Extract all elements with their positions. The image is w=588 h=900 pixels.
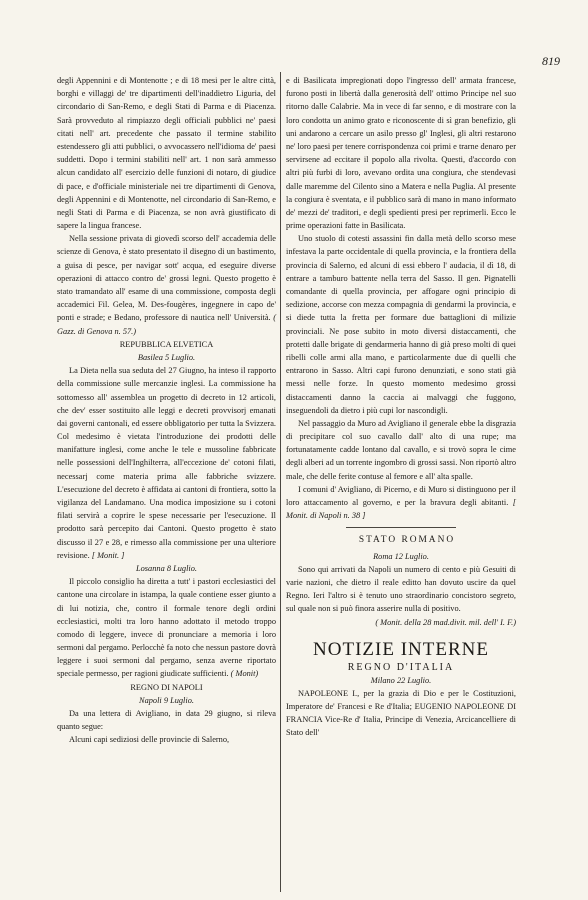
section-heading: REPUBBLICA ELVETICA <box>119 339 214 349</box>
subheading: REGNO D'ITALIA <box>347 661 455 673</box>
right-column <box>286 74 516 740</box>
source-citation: ( Gazz. di Genova n. 57.) <box>57 313 276 336</box>
paragraph: Nella sessione privata di giovedì scorso dell' accademia delle scienze di Genova, è stato presentato il disegno di un bastimento, a guisa di pesce, per navigar sott' acqua, ed eseguire diverse operazioni di attacco contro de' grossi legni. Questo progetto è stato tramandato all' esame di una commissione, composta degli accademici Fil. Gelea, M. Des-fougères, ingegnere in capo de' ponti e strade; e Bedano, professore di nautica nell' Università. ( Gazz. di Genova n. 57.) <box>57 234 276 336</box>
source-citation: ( Monit. della 28 mad.divit. mil. dell' I. F.) <box>375 617 516 627</box>
dateline: Milano 22 Luglio. <box>370 675 432 685</box>
paragraph: Sono qui arrivati da Napoli un numero di cento e più Gesuiti di varie nazioni, che dietro il reale editto han dovuto uscire da quel Regno. Ieri l'altro si è tenuto uno straordinario concistoro segreto, sul quale non si può finora asserire nulla di positivo. <box>286 564 516 614</box>
dateline: Losanna 8 Luglio. <box>136 563 197 573</box>
paragraph: Da una lettera di Avigliano, in data 29 giugno, si rileva quanto segue: <box>57 709 276 732</box>
column-rule <box>280 72 281 892</box>
paragraph: NAPOLEONE I., per la grazia di Dio e per le Costituzioni, Imperatore de' Francesi e Re d'Italia; EUGENIO NAPOLEONE DI FRANCIA Vice-Re d' Italia, Principe di Venezia, Arcicancelliere di Stato dell' <box>286 688 516 738</box>
source-citation: [ Monit. ] <box>91 550 125 560</box>
section-heading: REGNO DI NAPOLI <box>130 682 203 692</box>
paragraph: La Dieta nella sua seduta del 27 Giugno, ha inteso il rapporto della commissione sulle mercanzie inglesi. La commissione ha sottomesso all' assemblea un progetto di decreto in 12 articoli, che dev' esser sostituito alle leggi e decreti provvisorj emanati dai governi cantonali, ed essere obbligatorio per tutta la Svizzera. Col medesimo è vietata l'introduzione dei prodotti delle manifatture inglesi, come anche le tele e mussoline fabbricate nelle possessioni dell'Inghilterra, all'eccezione de' cotoni filati, necessarj come materia prima alle fabbriche svizzere. L'esecuzione del decreto è affidata ai cantoni di frontiera, sotto la vigilanza del Landamano. Una modica imposizione su i cotoni filati servirà a coprire le spese necessarie per l'esecuzione. Il prodotto sarà percepito dai Cantoni. Questo progetto è stato discusso il 27 e 28, e rimesso alla commissione per una ulteriore revisione. [ Monit. ] <box>57 366 276 560</box>
dateline: Basilea 5 Luglio. <box>137 352 196 362</box>
dateline: Roma 12 Luglio. <box>373 551 429 561</box>
paragraph: Nel passaggio da Muro ad Avigliano il generale ebbe la disgrazia di precipitare col suo cavallo dall' alto di una rupe; ma fortunatamente cadde lontano dal cavallo, e si trovò sopra le cime degli alberi ad un torrente ingombro di grossi sassi. Non riportò altro male, che delle ferite contuse al femore e all' alta spalle. <box>286 418 516 481</box>
major-heading: NOTIZIE INTERNE <box>313 638 489 660</box>
paragraph: Alcuni capi sediziosi delle provincie di Salerno, <box>69 735 230 745</box>
paragraph: I comuni d' Avigliano, di Picerno, e di Muro si distinguono per il loro attaccamento al governo, e per la bravura degli abitanti. [ Monit. di Napoli n. 38 ] <box>286 484 516 521</box>
paragraph: Il piccolo consiglio ha diretta a tutt' i pastori ecclesiastici del cantone una circolare in istampa, la quale contiene esser giunto a di lui notizia, che, contro il formale tenore degli ordini ecclesiastici, molti tra loro hanno adottato il metodo troppo comodo di leggere, invece di pronunciare a memoria i loro sermoni dal pergamo. Perlocchè fa noto che nessun pastore dovrà leggere i suoi sermoni dal pergamo, senza averne riportato speciale permesso, per ragioni giudicate sufficienti. ( Monit) <box>57 577 276 679</box>
page-number: 819 <box>542 54 560 68</box>
section-divider <box>346 527 456 528</box>
left-column <box>57 74 276 747</box>
dateline: Napoli 9 Luglio. <box>139 695 194 705</box>
paragraph: e di Basilicata impregionati dopo l'ingresso dell' armata francese, furono posti in libertà dalla generosità dell' ottimo Principe nel suo ritorno dalle Calabrie. Ma in vece di far senno, e di mostrare con la loro condotta un animo grato e riconoscente di sì gran benefizio, gli uni andarono a cercare un asilo presso gl' Inglesi, gli altri restarono ne' loro paesi per tenere corrispondenza coi primi e trarne denaro per servirsene ad eccitare il popolo alla rivolta. Questi, d'accordo con altri più furbi di loro, avevano ordita una congiura, che stendevasi dalle maremme del Cilento sino a Matera e nella Puglia. Al presente la congiura è sventata, e il pubblico sarà di mano in mano informato de' mezzi de' traditori, e degli spedienti presi per reprimerli. Ecco le prime operazioni fatte in Basilicata. <box>286 76 516 231</box>
source-citation: [ Monit. di Napoli n. 38 ] <box>286 498 516 521</box>
paragraph: Uno stuolo di cotesti assassini fin dalla metà dello scorso mese infestava la parte occidentale di quella provincia, e la frontiera della provincia di Salerno, ed alcuni di essi ebbero l' audacia, il dì 18, di entrare a tamburo battente nella terra del Sasso. Il gen. Pignatelli comandante di quella provincia, per affogare ogni principio di sedizione, accorse con mezza compagnia di gendarmi la provincia, e si diede tutta la fretta per formare due battaglioni di milizie provinciali. Ne pose subito in moto diversi distaccamenti, che protetti dalle brigate di gendarmeria hanno di già preso molti di quei ribelli colle armi alla mano, e particolarmente due di quelli che entrarono in Sasso. Altri capi furono denunziati, e sono stati già messi nelle forze. In questo momento medesimo grossi distaccamenti danno la caccia ai malvaggi che fuggono, inseguendoli da dietro i più cupi lor nascondigli. <box>286 234 516 415</box>
source-citation: ( Monit) <box>230 669 259 679</box>
section-heading: STATO ROMANO <box>358 535 456 546</box>
paragraph: degli Appennini e di Montenotte ; e di 18 mesi per le altre città, borghi e villaggi de' tre dipartimenti dell'inaddietro Liguria, del circondario di San-Remo, e degli Stati di Parma e di Piacenza. Sarà provveduto al rimpiazzo degli officiali pubblici ne' paesi citati nell' art. precedente che passato il termine stabilito estendessero gli atti pubblici, o avvocassero nell'idioma de' paesi suddetti. Dopo i termini stabiliti nell' art. 1 non sarà ammesso alcun candidato all' esercizio delle funzioni di notaro, di giudice di pace, e d'officiale ministeriale nei tre dipartimenti di Genova, degli Appennini e di Montenotte, nel circondario di San-Remo, e negli Stati di Parma e di Piacenza, se non avrà giustificato di sapere la lingua francese. <box>57 76 276 231</box>
